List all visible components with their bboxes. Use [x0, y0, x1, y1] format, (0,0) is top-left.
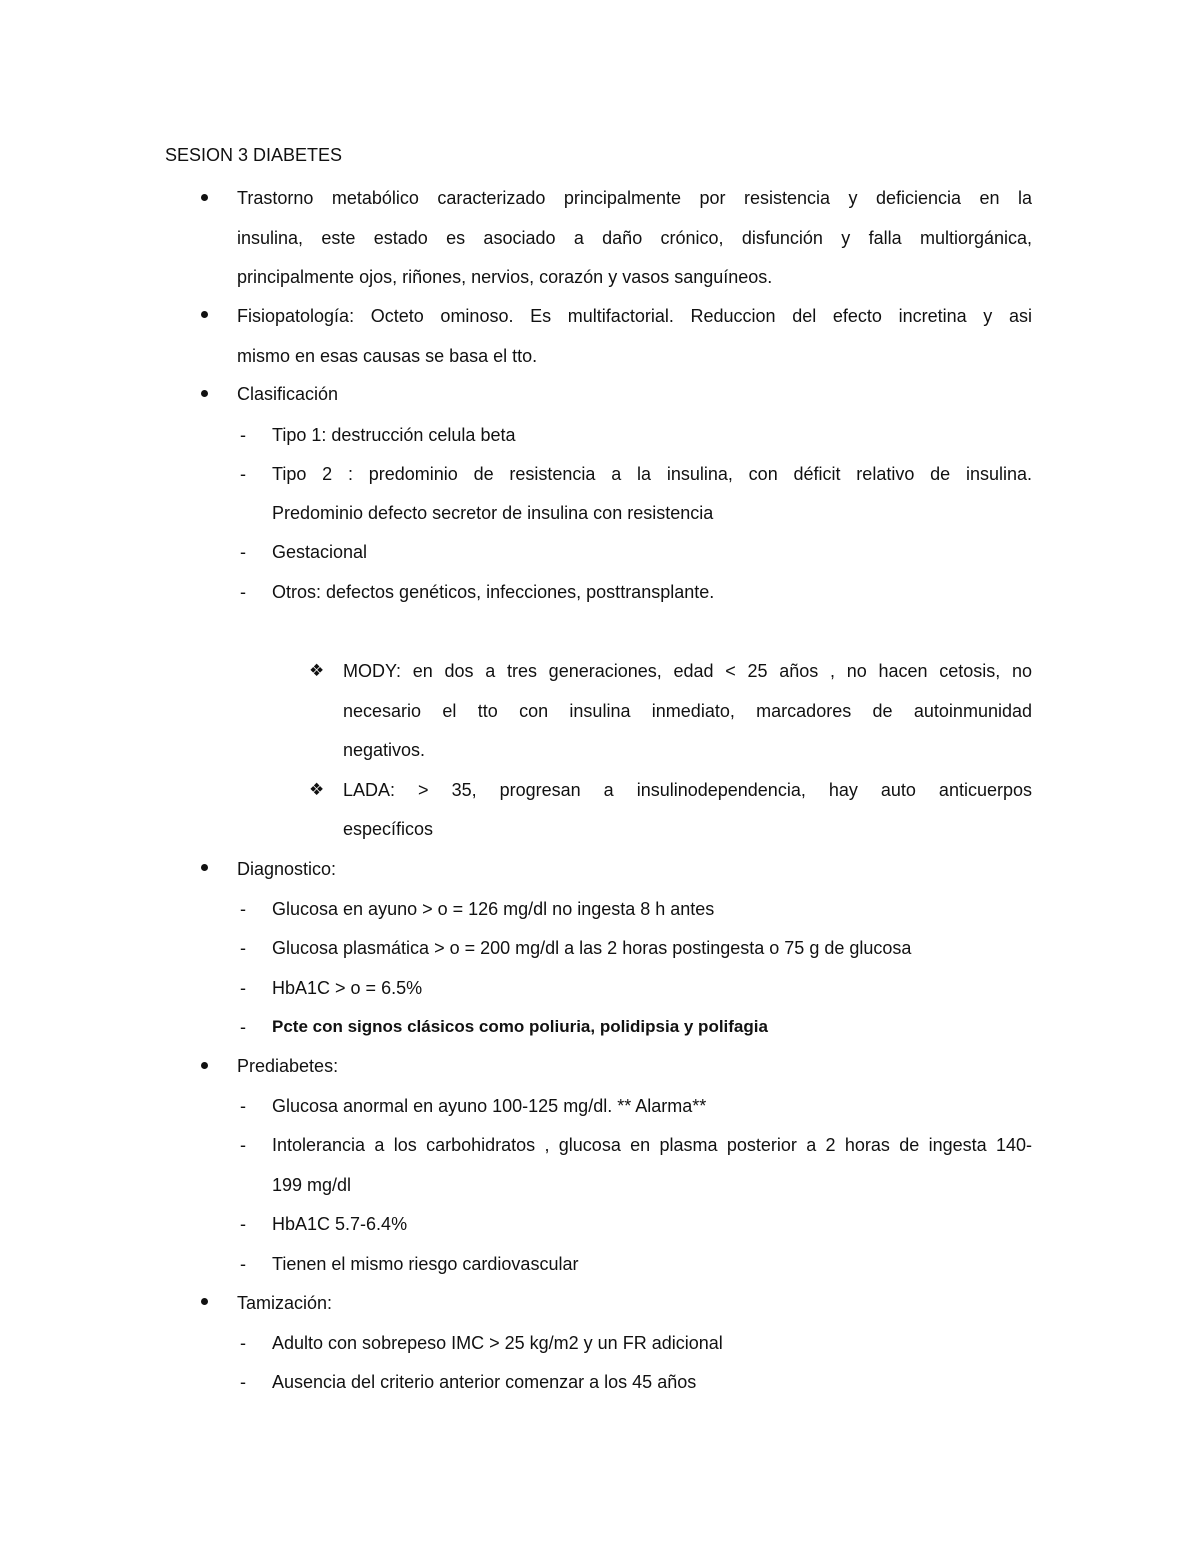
dash-marker: - [240, 582, 246, 602]
dash-marker: - [240, 1017, 246, 1037]
lada-line-1: LADA: > 35, progresan a insulinodependencia, hay auto anticuerpos [343, 780, 1032, 800]
prediabetes-item-3: HbA1C 5.7-6.4% [272, 1214, 408, 1234]
dash-marker: - [240, 1214, 246, 1234]
bullet-dot [201, 311, 208, 318]
dash-marker: - [240, 1135, 246, 1155]
prediabetes-item-1: Glucosa anormal en ayuno 100-125 mg/dl. ** Alarma** [272, 1096, 707, 1116]
pathophysiology-line-1: Fisiopatología: Octeto ominoso. Es multifactorial. Reduccion del efecto incretina y asi [237, 306, 1032, 326]
dash-marker: - [240, 464, 246, 484]
lada-line-2: específicos [343, 819, 434, 839]
diagnosis-item-4: Pcte con signos clásicos como poliuria, polidipsia y polifagia [272, 1017, 768, 1036]
dash-marker: - [240, 1096, 246, 1116]
classification-type2-line-2: Predominio defecto secretor de insulina con resistencia [272, 503, 714, 523]
dash-marker: - [240, 1333, 246, 1353]
bullet-dot [201, 1298, 208, 1305]
classification-others: Otros: defectos genéticos, infecciones, posttransplante. [272, 582, 715, 602]
dash-marker: - [240, 978, 246, 998]
document-title: SESION 3 DIABETES [165, 145, 343, 165]
dash-marker: - [240, 899, 246, 919]
screening-item-2: Ausencia del criterio anterior comenzar a los 45 años [272, 1372, 697, 1392]
mody-line-2: necesario el tto con insulina inmediato, marcadores de autoinmunidad [343, 701, 1032, 721]
dash-marker: - [240, 425, 246, 445]
definition-line-1: Trastorno metabólico caracterizado principalmente por resistencia y deficiencia en la [237, 188, 1032, 208]
diamond-bullet-icon: ❖ [309, 780, 325, 799]
dash-marker: - [240, 1254, 246, 1274]
pathophysiology-line-2: mismo en esas causas se basa el tto. [237, 346, 538, 366]
dash-marker: - [240, 542, 246, 562]
diagnosis-item-2: Glucosa plasmática > o = 200 mg/dl a las 2 horas postingesta o 75 g de glucosa [272, 938, 912, 958]
diagnosis-item-1: Glucosa en ayuno > o = 126 mg/dl no ingesta 8 h antes [272, 899, 715, 919]
prediabetes-item-2-line-2: 199 mg/dl [272, 1175, 352, 1195]
classification-type2-line-1: Tipo 2 : predominio de resistencia a la insulina, con déficit relativo de insulina. [272, 464, 1032, 484]
definition-line-2: insulina, este estado es asociado a daño crónico, disfunción y falla multiorgánica, [237, 228, 1032, 248]
prediabetes-item-4: Tienen el mismo riesgo cardiovascular [272, 1254, 579, 1274]
dash-marker: - [240, 938, 246, 958]
diagnosis-heading: Diagnostico: [237, 859, 337, 879]
diagnosis-item-3: HbA1C > o = 6.5% [272, 978, 423, 998]
bullet-dot [201, 390, 208, 397]
diamond-bullet-icon: ❖ [309, 661, 325, 680]
bullet-dot [201, 864, 208, 871]
classification-gestational: Gestacional [272, 542, 368, 562]
screening-heading: Tamización: [237, 1293, 333, 1313]
classification-heading: Clasificación [237, 384, 339, 404]
dash-marker: - [240, 1372, 246, 1392]
mody-line-1: MODY: en dos a tres generaciones, edad < 25 años , no hacen cetosis, no [343, 661, 1032, 681]
screening-item-1: Adulto con sobrepeso IMC > 25 kg/m2 y un FR adicional [272, 1333, 723, 1353]
prediabetes-item-2-line-1: Intolerancia a los carbohidratos , glucosa en plasma posterior a 2 horas de ingesta 140- [272, 1135, 1032, 1155]
mody-line-3: negativos. [343, 740, 426, 760]
definition-line-3: principalmente ojos, riñones, nervios, corazón y vasos sanguíneos. [237, 267, 773, 287]
bullet-dot [201, 194, 208, 201]
prediabetes-heading: Prediabetes: [237, 1056, 339, 1076]
bullet-dot [201, 1062, 208, 1069]
classification-type1: Tipo 1: destrucción celula beta [272, 425, 516, 445]
